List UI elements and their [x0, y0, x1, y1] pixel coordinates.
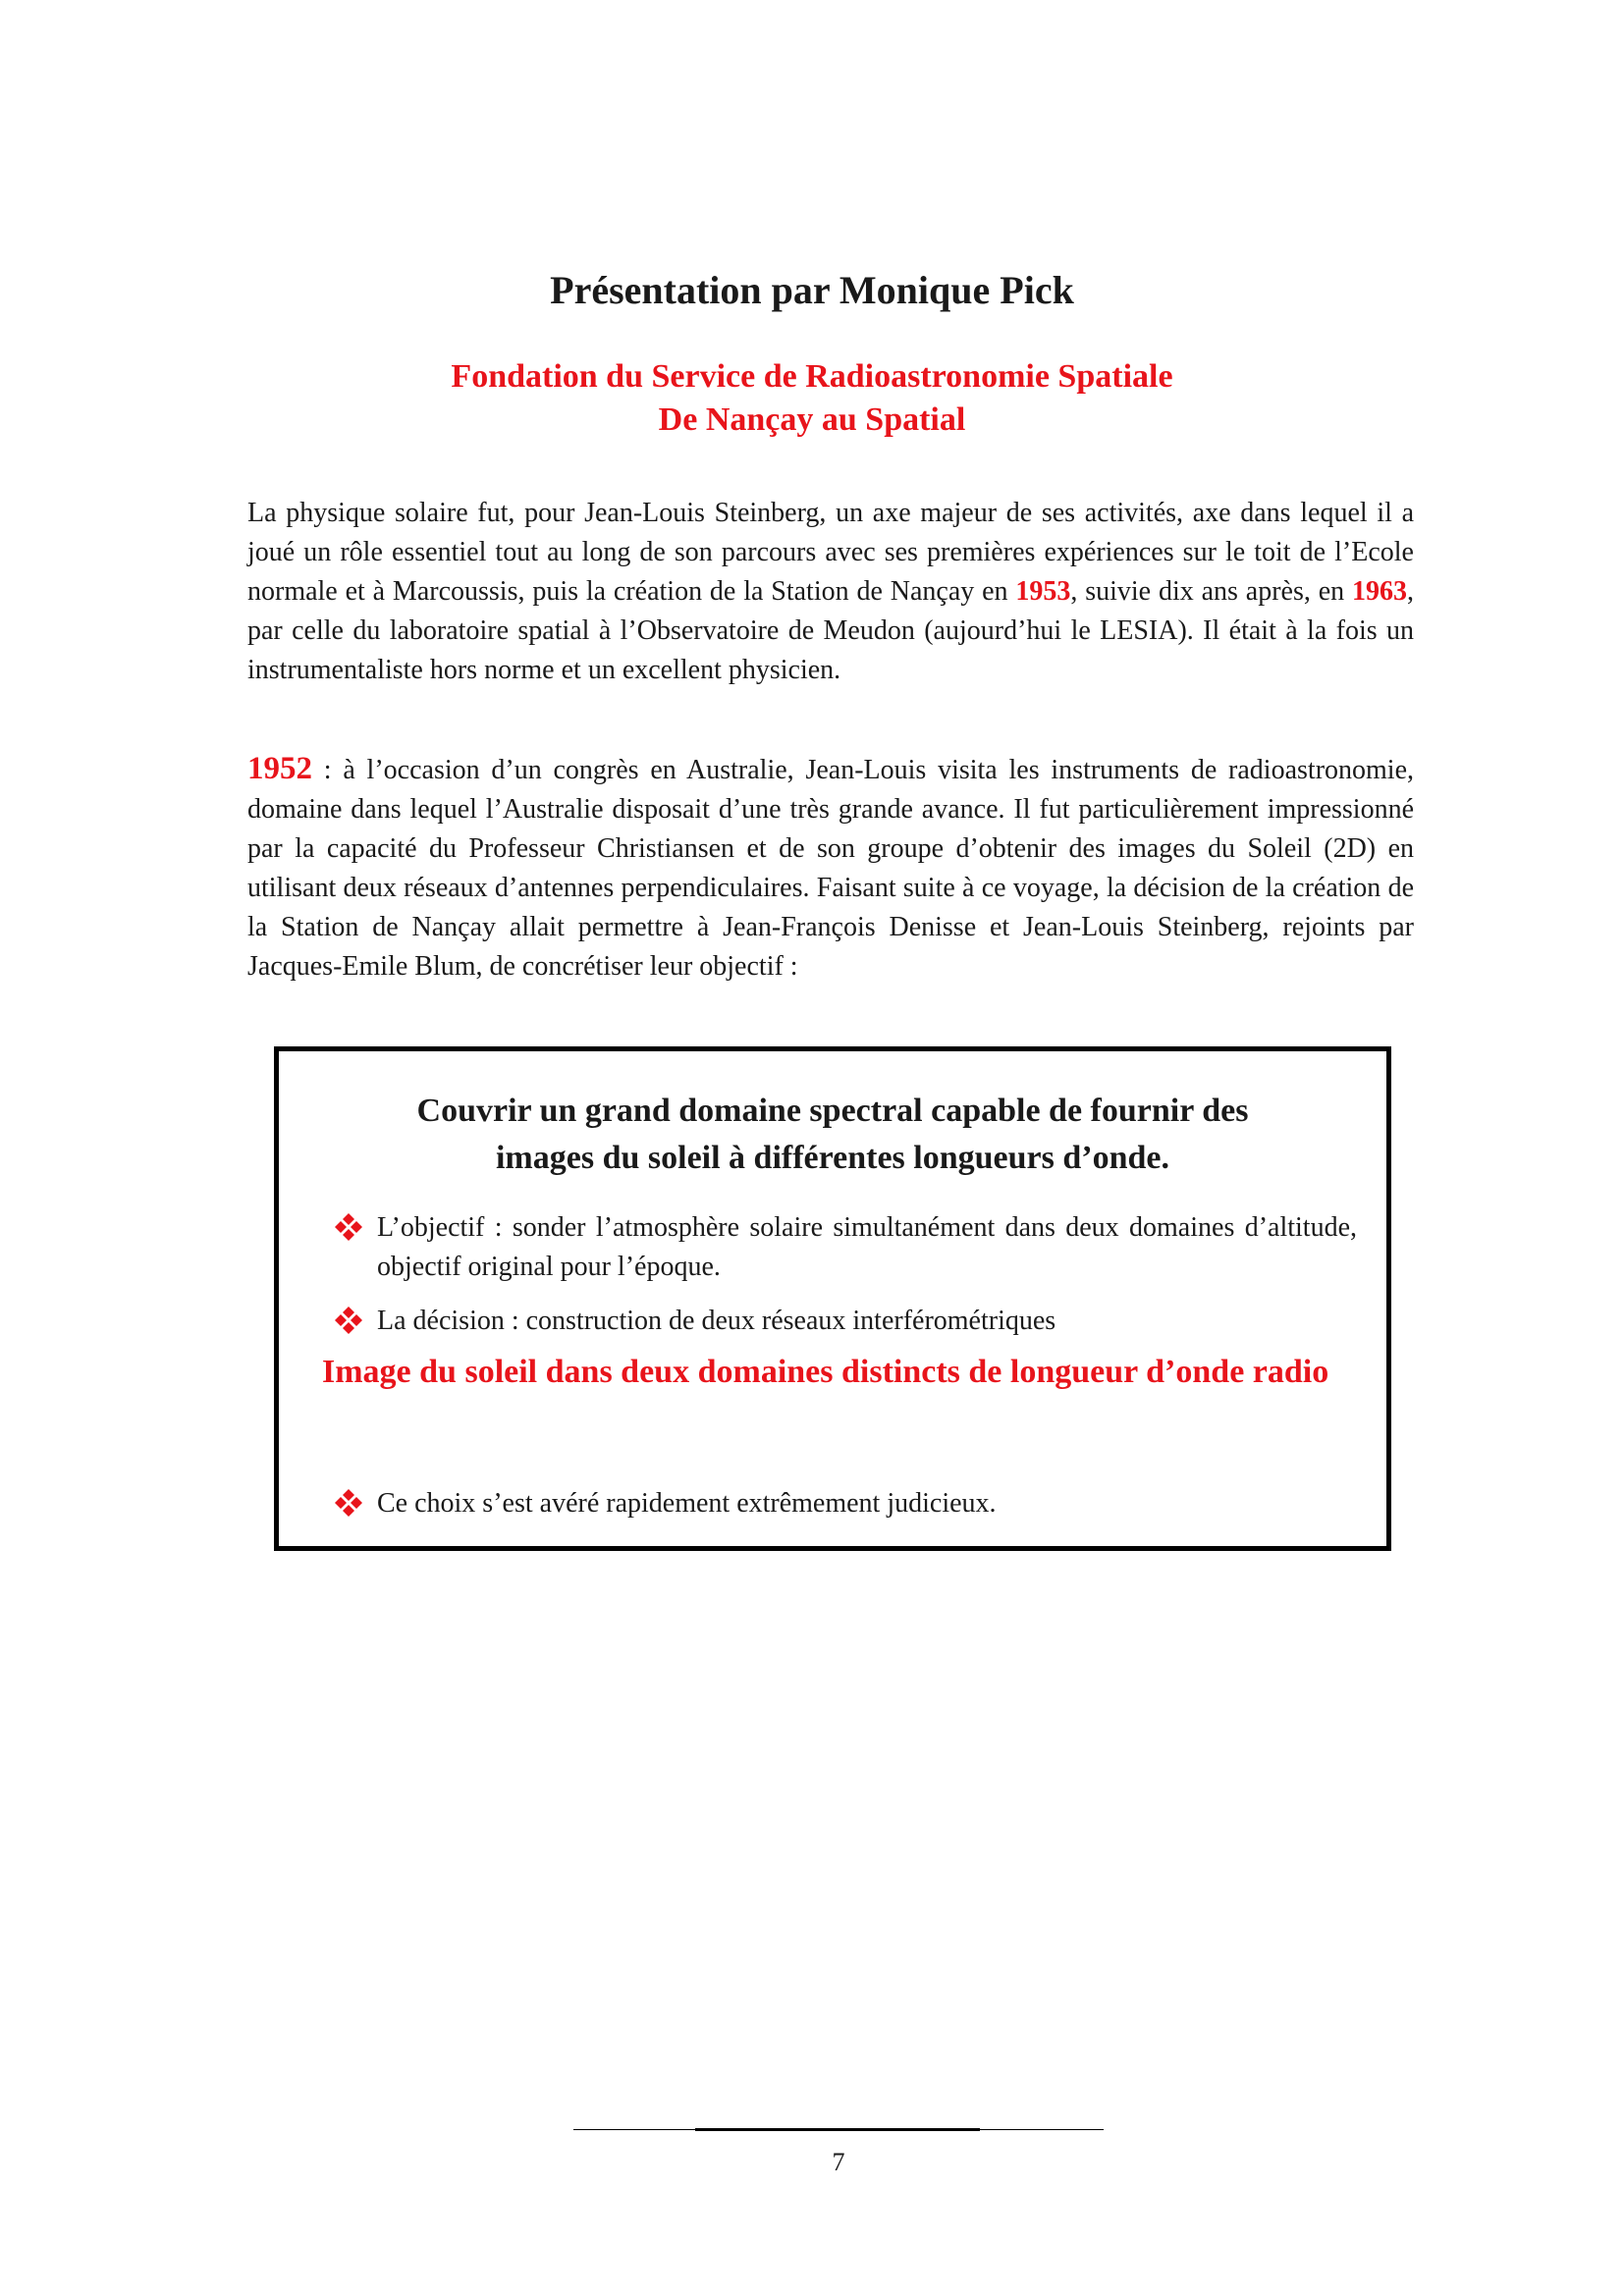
- box-heading-line-1: Couvrir un grand domaine spectral capable de fournir des: [416, 1093, 1249, 1129]
- paragraph-2: [247, 749, 1414, 987]
- bullet-text-decision: La décision : construction de deux réseaux interférométriques: [377, 1306, 1056, 1336]
- page-number: 7: [832, 2148, 845, 2176]
- bullet-item-choice: [377, 1484, 1357, 1523]
- paragraph-1: [247, 494, 1414, 690]
- footer-divider-accent: [695, 2128, 980, 2131]
- paragraph-1-text-c: , par celle du laboratoire spatial à l’Observatoire de Meudon (aujourd’hui le LESIA). Il était à la fois un instrumentaliste hors norme et un excellent physicien.: [247, 576, 1414, 685]
- bullet-text-objective: L’objectif : sonder l’atmosphère solaire simultanément dans deux domaines d’altitude, objectif original pour l’époque.: [377, 1212, 1357, 1282]
- year-1953: 1953: [1015, 576, 1071, 607]
- paragraph-2-text: : à l’occasion d’un congrès en Australie, Jean-Louis visita les instruments de radioastronomie, domaine dans lequel l’Australie disposait d’une très grande avance. Il fut particulièrement impressionné par la capacité du Professeur Christiansen et de son groupe d’obtenir des images du Soleil (2D) en utilisant deux réseaux d’antennes perpendiculaires. Faisant suite à ce voyage, la décision de la création de la Station de Nançay allait permettre à Jean-François Denisse et Jean-Louis Steinberg, rejoints par Jacques-Emile Blum, de concrétiser leur objectif :: [247, 755, 1414, 982]
- year-1963: 1963: [1351, 576, 1407, 607]
- year-1952: 1952: [247, 751, 312, 786]
- bullet-item-decision: [377, 1302, 1357, 1341]
- box-heading-line-2: images du soleil à différentes longueurs d’onde.: [495, 1140, 1169, 1176]
- box-heading: [318, 1088, 1347, 1182]
- four-diamond-bullet-icon: [334, 1306, 363, 1335]
- page-title: Présentation par Monique Pick: [550, 268, 1074, 312]
- four-diamond-bullet-icon: [334, 1488, 363, 1518]
- bullet-item-objective: [377, 1208, 1357, 1287]
- subtitle: [0, 355, 1624, 442]
- paragraph-1-text-a: La physique solaire fut, pour Jean-Louis Steinberg, un axe majeur de ses activités, axe dans lequel il a joué un rôle essentiel tout au long de son parcours avec ses premières expériences sur le toit de l’Ecole normale et à Marcoussis, puis la création de la Station de Nançay en: [247, 498, 1414, 607]
- subtitle-line-2: De Nançay au Spatial: [658, 401, 966, 438]
- objective-box: [274, 1046, 1391, 1551]
- box-red-statement: Image du soleil dans deux domaines distincts de longueur d’onde radio: [322, 1354, 1329, 1390]
- bullet-text-choice: Ce choix s’est avéré rapidement extrêmement judicieux.: [377, 1488, 997, 1519]
- subtitle-line-1: Fondation du Service de Radioastronomie Spatiale: [451, 358, 1173, 395]
- paragraph-1-text-b: , suivie dix ans après, en: [1070, 576, 1352, 607]
- four-diamond-bullet-icon: [334, 1212, 363, 1242]
